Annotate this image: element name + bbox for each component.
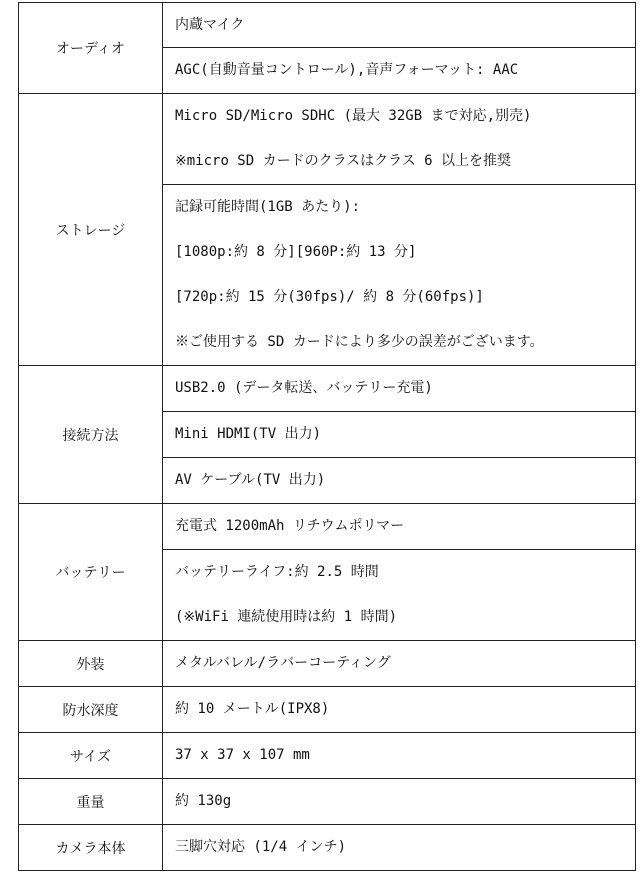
spec-row	[19, 3, 636, 48]
spec-label: カメラ本体	[19, 825, 163, 871]
spec-row	[19, 504, 636, 550]
spec-label: サイズ	[19, 733, 163, 779]
spec-value	[163, 641, 636, 687]
spec-value-line: 約 130g	[175, 793, 232, 809]
spec-value	[163, 94, 636, 185]
spec-value-line: 内蔵マイク	[175, 17, 245, 33]
spec-row	[19, 825, 636, 871]
spec-value-line: USB2.0 (データ転送、バッテリー充電)	[175, 380, 433, 396]
spec-value-line: AGC(自動音量コントロール),音声フォーマット: AAC	[175, 62, 519, 78]
spec-label: バッテリー	[19, 504, 163, 641]
spec-value-line: 充電式 1200mAh リチウムポリマー	[175, 518, 405, 534]
spec-value	[163, 185, 636, 366]
spec-row	[19, 687, 636, 733]
spec-value	[163, 779, 636, 825]
spec-row	[19, 641, 636, 687]
spec-value-line: バッテリーライフ:約 2.5 時間	[175, 564, 379, 580]
spec-value	[163, 366, 636, 412]
spec-value	[163, 3, 636, 48]
spec-value	[163, 550, 636, 641]
spec-row	[19, 733, 636, 779]
spec-table	[18, 2, 636, 871]
spec-label: ストレージ	[19, 94, 163, 366]
spec-value	[163, 48, 636, 94]
spec-value-line: 記録可能時間(1GB あたり):	[175, 199, 361, 215]
spec-value-line: [720p:約 15 分(30fps)/ 約 8 分(60fps)]	[175, 289, 484, 305]
spec-value-line: ※micro SD カードのクラスはクラス 6 以上を推奨	[175, 153, 512, 169]
spec-value	[163, 733, 636, 779]
spec-value-line: メタルバレル/ラバーコーティング	[175, 655, 391, 671]
spec-value-line: Mini HDMI(TV 出力)	[175, 426, 322, 442]
spec-value	[163, 687, 636, 733]
spec-value-line: 約 10 メートル(IPX8)	[175, 701, 330, 717]
spec-value	[163, 412, 636, 458]
spec-row	[19, 779, 636, 825]
spec-value-line: Micro SD/Micro SDHC (最大 32GB まで対応,別売)	[175, 108, 532, 124]
spec-value-line: (※WiFi 連続使用時は約 1 時間)	[175, 609, 398, 625]
spec-label: 接続方法	[19, 366, 163, 504]
spec-label: 防水深度	[19, 687, 163, 733]
spec-value	[163, 504, 636, 550]
spec-value	[163, 825, 636, 871]
spec-label: 外装	[19, 641, 163, 687]
spec-value-line: ※ご使用する SD カードにより多少の誤差がございます。	[175, 334, 544, 350]
spec-value-line: 三脚穴対応 (1/4 インチ)	[175, 839, 347, 855]
spec-value-line: AV ケーブル(TV 出力)	[175, 472, 326, 488]
spec-value-line: [1080p:約 8 分][960P:約 13 分]	[175, 244, 417, 260]
spec-label: 重量	[19, 779, 163, 825]
spec-value	[163, 458, 636, 504]
spec-row	[19, 94, 636, 185]
spec-label: オーディオ	[19, 3, 163, 94]
spec-value-line: 37 x 37 x 107 mm	[175, 747, 310, 763]
spec-row	[19, 366, 636, 412]
